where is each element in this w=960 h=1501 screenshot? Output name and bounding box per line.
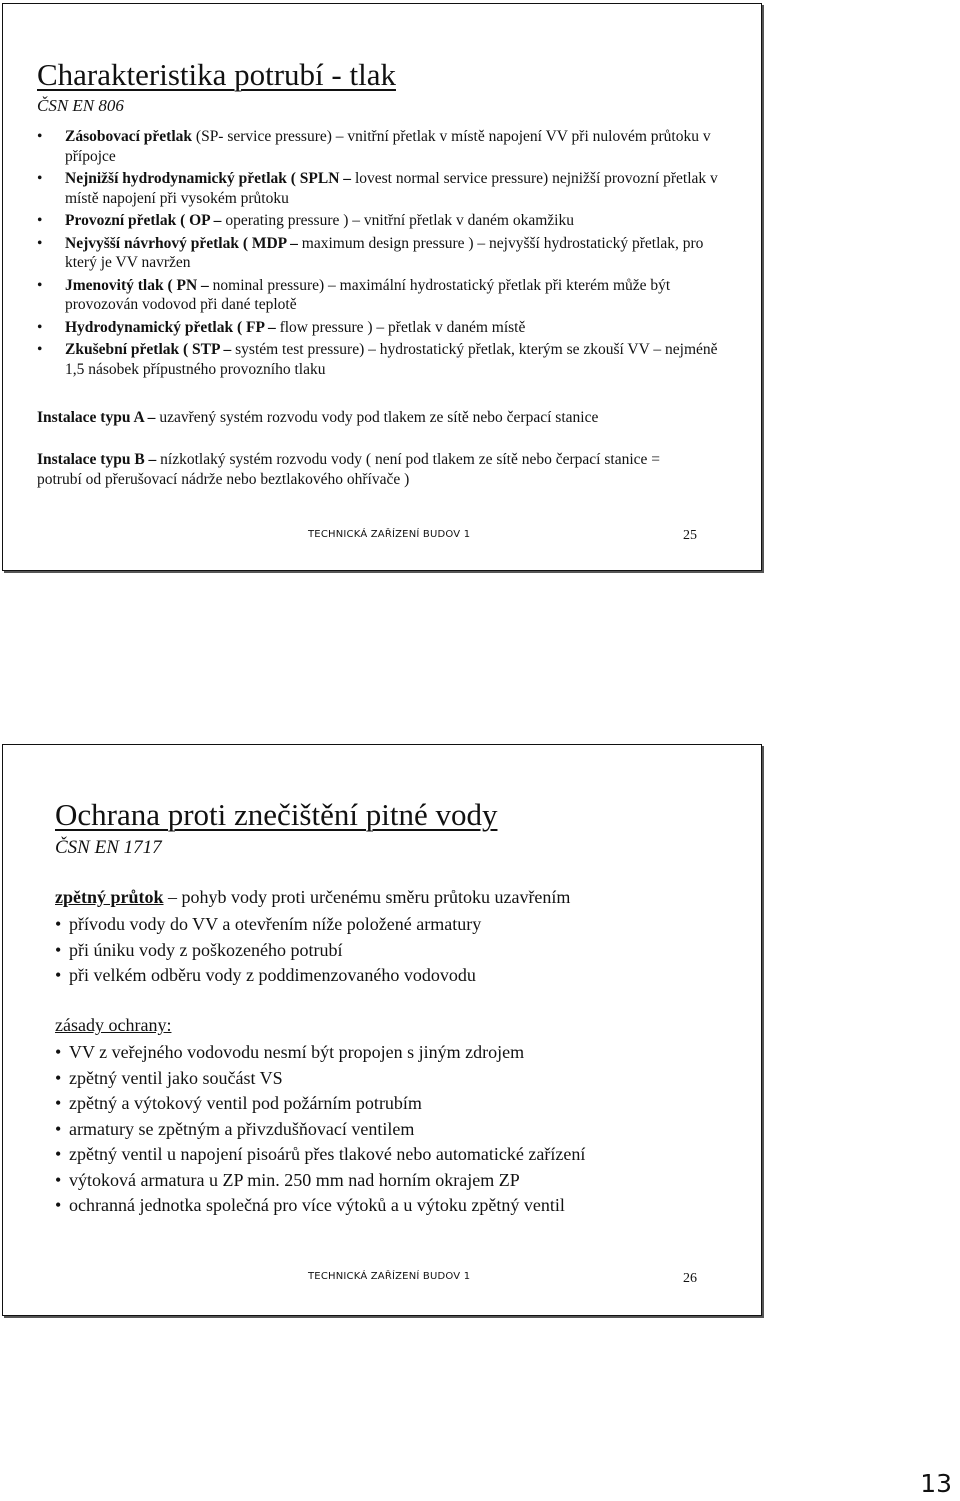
protection-principles-list [55, 1040, 735, 1219]
list-item [55, 1040, 735, 1066]
item-text: lovest normal service pressure) nejnižší provozní přetlak v místě napojení při vysokém průtoku [65, 170, 718, 207]
item-term: Jmenovitý tlak ( PN – [65, 276, 209, 294]
list-item [37, 169, 737, 208]
list-item [55, 963, 735, 989]
list-item-text: ochranná jednotka společná pro více výtoků a u výtoku zpětný ventil [69, 1195, 565, 1215]
list-item-text: VV z veřejného vodovodu nesmí být propojen s jiným zdrojem [69, 1042, 525, 1062]
installation-type-a [37, 408, 687, 428]
list-item-text: zpětný ventil jako součást VS [69, 1067, 283, 1088]
bullet-icon: • [55, 1169, 62, 1190]
bullet-icon: • [55, 1067, 62, 1088]
list-item-text: výtoková armatura u ZP min. 250 mm nad horním okrajem ZP [69, 1169, 520, 1190]
bullet-icon: • [55, 1195, 62, 1215]
slide-25 [2, 3, 762, 571]
list-item [37, 211, 737, 231]
list-item-text: armatury se zpětným a přivzdušňovací ventilem [69, 1118, 415, 1139]
item-term: Nejvyšší návrhový přetlak ( MDP – [65, 234, 298, 252]
bullet-icon: • [55, 1093, 62, 1113]
item-text: (SP- service pressure) – vnitřní přetlak v místě napojení VV při nulovém průtoku v přípojce [65, 128, 711, 165]
list-item [55, 1091, 735, 1117]
principles-heading-text: zásady ochrany: [55, 1015, 172, 1035]
slide-footer: TECHNICKÁ ZAŘÍZENÍ BUDOV 1 [308, 529, 471, 540]
bullet-icon: • [37, 318, 43, 336]
slide-title: Ochrana proti znečištění pitné vody [55, 797, 498, 832]
item-term: Zásobovací přetlak [65, 128, 193, 145]
item-text: maximum design pressure ) – nejvyšší hydrostatický přetlak, pro který je VV navržen [65, 234, 704, 271]
installation-type-b [37, 450, 687, 489]
bullet-icon: • [55, 914, 62, 934]
slide-page-number: 26 [683, 1271, 697, 1286]
slide-title: Charakteristika potrubí - tlak [37, 57, 396, 92]
backflow-causes-list [55, 912, 735, 989]
slide-footer: TECHNICKÁ ZAŘÍZENÍ BUDOV 1 [308, 1271, 471, 1282]
list-item [55, 1168, 735, 1194]
installation-a-text: uzavřený systém rozvodu vody pod tlakem ze sítě nebo čerpací stanice [155, 409, 599, 426]
list-item-text: zpětný a výtokový ventil pod požárním potrubím [69, 1093, 422, 1113]
backflow-term: zpětný průtok [55, 887, 164, 907]
list-item [55, 912, 735, 938]
list-item-text: zpětný ventil u napojení pisoárů přes tlakové nebo automatické zařízení [69, 1144, 586, 1164]
slide-26 [2, 744, 762, 1316]
list-item [37, 340, 737, 379]
list-item [55, 938, 735, 964]
bullet-icon: • [37, 234, 43, 252]
list-item [37, 234, 737, 273]
item-text: systém test pressure) – hydrostatický přetlak, kterým se zkouší VV – nejméně 1,5 násobek přípustného provozního tlaku [65, 341, 718, 378]
item-term: Provozní přetlak ( OP – [65, 212, 222, 229]
list-item-text: při úniku vody z poškozeného potrubí [69, 939, 343, 960]
list-item-text: přívodu vody do VV a otevřením níže položené armatury [69, 914, 482, 934]
installation-b-term: Instalace typu B – [37, 451, 157, 468]
list-item [37, 276, 737, 315]
installation-b-text: nízkotlaký systém rozvodu vody ( není pod tlakem ze sítě nebo čerpací stanice = potrubí od přerušovací nádrže nebo beztlakového ohřívače ) [37, 451, 661, 488]
list-item [37, 318, 737, 338]
installation-a-term: Instalace typu A – [37, 409, 156, 426]
list-item-text: při velkém odběru vody z poddimenzovaného vodovodu [69, 965, 476, 985]
bullet-icon: • [55, 939, 62, 960]
bullet-icon: • [55, 1042, 62, 1062]
slide-subtitle: ČSN EN 1717 [55, 837, 162, 858]
item-text: flow pressure ) – přetlak v daném místě [275, 318, 526, 336]
bullet-icon: • [37, 212, 43, 229]
principles-heading [55, 1015, 171, 1036]
pressure-definitions-list [37, 127, 737, 382]
list-item [37, 127, 737, 166]
bullet-icon: • [37, 128, 43, 145]
item-term: Nejnižší hydrodynamický přetlak ( SPLN – [65, 170, 352, 187]
item-text: operating pressure ) – vnitřní přetlak v daném okamžiku [221, 212, 574, 229]
item-term: Hydrodynamický přetlak ( FP – [65, 318, 276, 336]
bullet-icon: • [55, 965, 62, 985]
list-item [55, 1066, 735, 1092]
list-item [55, 1142, 735, 1168]
backflow-definition [55, 887, 570, 908]
list-item [55, 1193, 735, 1219]
slide-page-number: 25 [683, 528, 697, 543]
sheet-page-number: 13 [920, 1469, 952, 1498]
bullet-icon: • [37, 341, 43, 358]
bullet-icon: • [55, 1144, 62, 1164]
bullet-icon: • [37, 276, 43, 294]
list-item [55, 1117, 735, 1143]
bullet-icon: • [55, 1118, 62, 1139]
backflow-text: – pohyb vody proti určenému směru průtoku uzavřením [163, 887, 571, 907]
item-term: Zkušební přetlak ( STP – [65, 341, 232, 358]
item-text: nominal pressure) – maximální hydrostatický přetlak při kterém může být provozován vodovod při dané teplotě [65, 276, 671, 313]
slide-subtitle: ČSN EN 806 [37, 96, 124, 115]
bullet-icon: • [37, 170, 43, 187]
